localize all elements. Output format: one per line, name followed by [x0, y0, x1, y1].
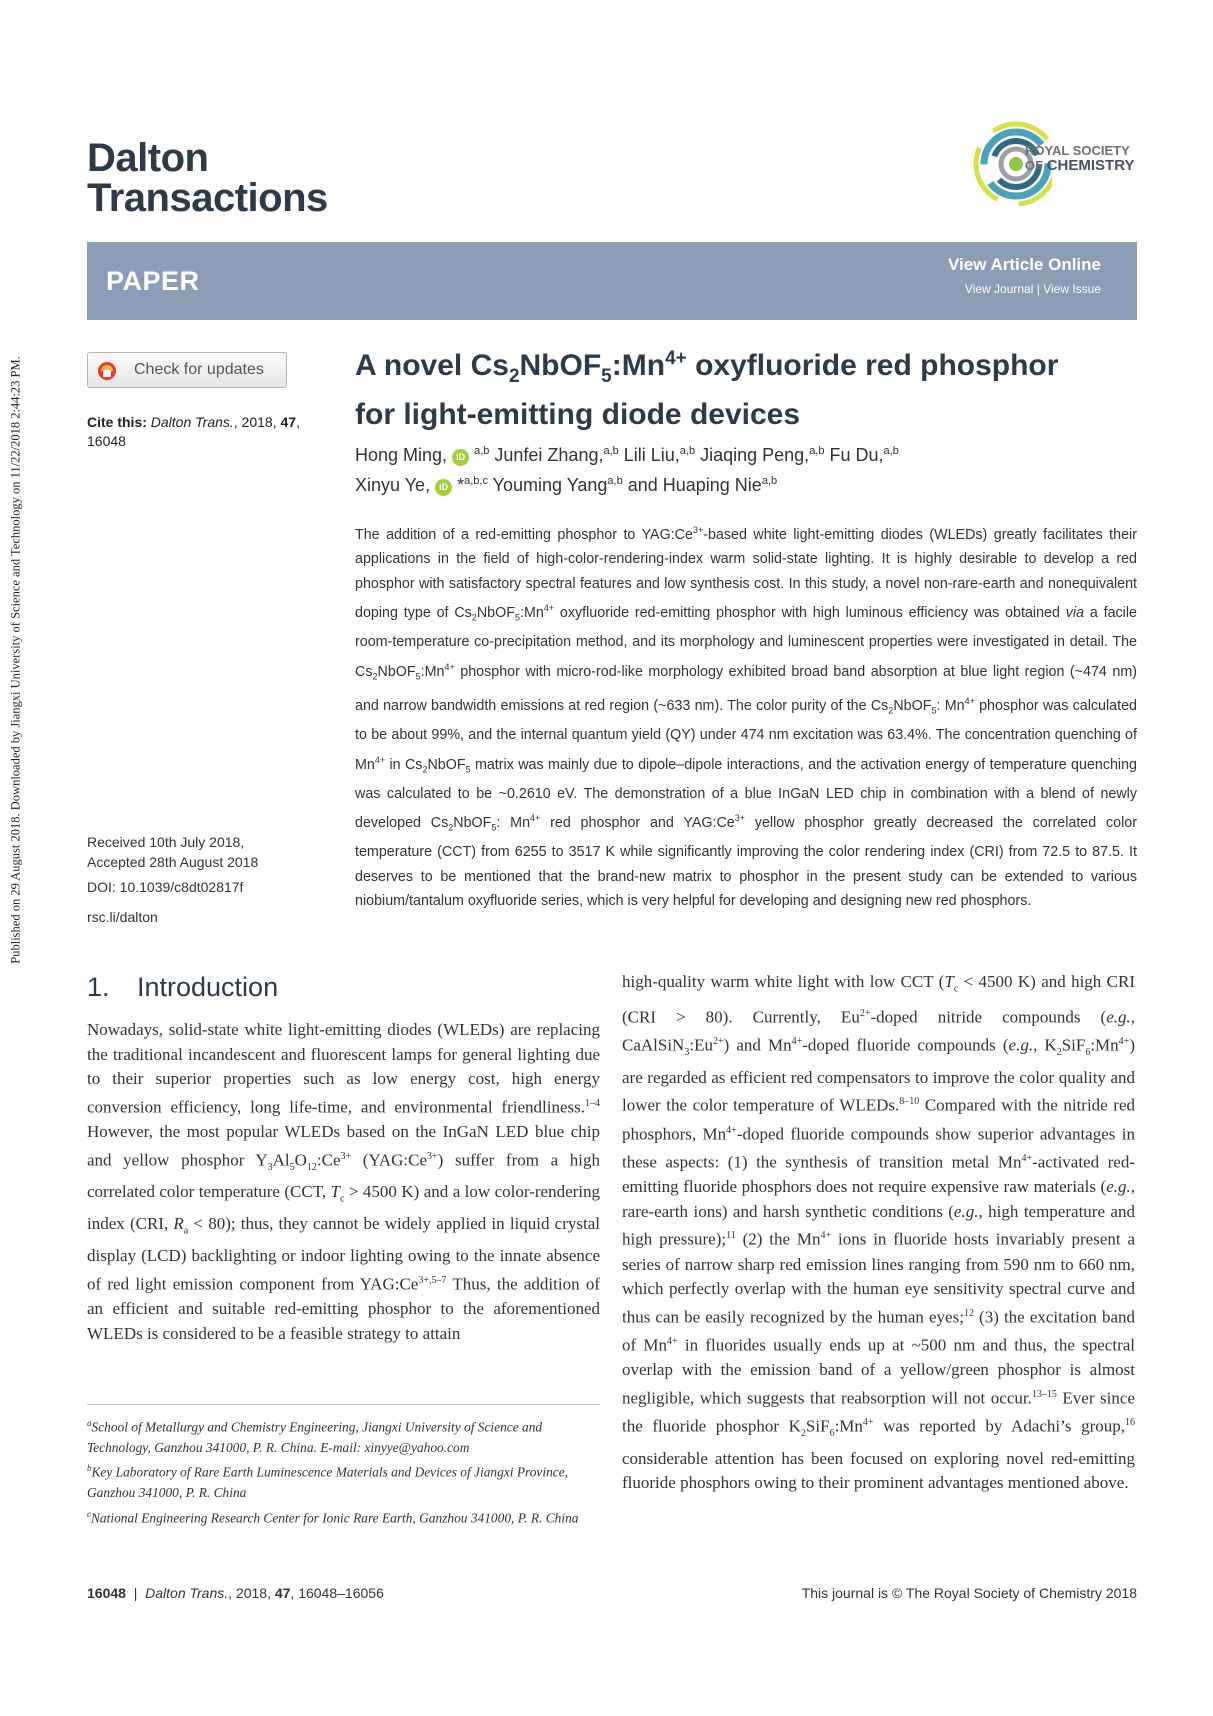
affiliation-a: $^a$School of Metallurgy and Chemistry Engineering, Jiangxi University of Science and Technology, Ganzhou 341000, P. R. China. E-mail: xinyye@yahoo.com — [87, 1418, 543, 1455]
footnote-divider — [87, 1404, 600, 1405]
intro-right-column: high-quality warm white light with low CCT ($T_c < 4500$ K) and high CRI (CRI > 80). Currently, $Eu^{2+}$-doped nitride compounds (e.g., $CaAlSiN_3:Eu^{2+}$) and $Mn^{4+}$-doped fluoride compounds (e.g., $K_2SiF_6:Mn^{4+}$) are regarded as efficient red compensators to improve the color quality and lower the color temperature of WLEDs.$^{8-10}$ Compared with the nitride red phosphors, $Mn^{4+}$-doped fluoride compounds show superior advantages in these aspects: (1) the synthesis of transition metal $Mn^{4+}$-activated red-emitting fluoride phosphors does not require expensive raw materials (e.g., rare-earth ions) and harsh synthetic conditions (e.g., high temperature and high pressure);$^{11}$ (2) the $Mn^{4+}$ ions in fluoride hosts invariably present a series of narrow sharp red emission lines ranging from 590 nm to 660 nm, which perfectly overlap with the human eye sensitivity spectral curve and thus can be easily recognized by the human eyes;$^{12}$ (3) the excitation band of $Mn^{4+}$ in fluorides usually ends up at ~500 nm and thus, the spectral overlap with the emission band of a yellow/green phosphor is almost negligible, which suggests that reabsorption will not occur.$^{13-15}$ Ever since the fluoride phosphor $K_2SiF_6:Mn^{4+}$ was reported by Adachi’s group,$^{16}$ considerable attention has been focused on exploring novel red-emitting fluoride phosphors owing to their prominent advantages mentioned above. — [622, 972, 1136, 1493]
abstract: The addition of a red-emitting phosphor to $YAG:Ce^{3+}$-based white light-emitting diodes (WLEDs) greatly facilitates their applications in the field of high-color-rendering-index warm solid-state lighting. It is highly desirable to develop a red phosphor with satisfactory spectral features and low synthesis cost. In this study, a novel non-rare-earth and nonequivalent doping type of $Cs_2NbOF_5:Mn^{4+}$ oxyfluoride red-emitting phosphor with high luminous efficiency was obtained via a facile room-temperature co-precipitation method, and its morphology and luminescent properties were investigated in detail. The $Cs_2NbOF_5:Mn^{4+}$ phosphor with micro-rod-like morphology exhibited broad band absorption at blue light region (~474 nm) and narrow bandwidth emissions at red region (~633 nm). The color purity of the $Cs_2NbOF_5$: $Mn^{4+}$ phosphor was calculated to be about 99%, and the internal quantum yield (QY) under 474 nm excitation was 63.4%. The concentration quenching of $Mn^{4+}$ in $Cs_2NbOF_5$ matrix was mainly due to dipole–dipole interactions, and the activation energy of temperature quenching was calculated to be ~0.2610 eV. The demonstration of a blue InGaN LED chip in combination with a blend of newly developed $Cs_2NbOF_5$: $Mn^{4+}$ red phosphor and $YAG:Ce^{3+}$ yellow phosphor greatly decreased the correlated color temperature (CCT) from 6255 to 3517 K while significantly improving the color rendering index (CRI) from 72.5 to 87.5. It deserves to be mentioned that the brand-new matrix to phosphor in the present study can be extended to various niobium/tantalum oxyfluoride series, which is very helpful for developing and designing new red phosphors. — [355, 525, 1138, 910]
crossmark-icon — [97, 361, 117, 381]
journal-title: Dalton Transactions — [87, 136, 328, 220]
download-sidebar — [2, 250, 30, 1070]
page-footer-left: 16048 | Dalton Trans., 2018, 47, 16048–16056 — [87, 1585, 384, 1601]
article-type: PAPER — [106, 266, 200, 296]
doi[interactable]: DOI: 10.1039/c8dt02817f — [87, 879, 244, 895]
orcid-icon[interactable]: iD — [435, 479, 452, 496]
affiliation-b: $^b$Key Laboratory of Rare Earth Luminescence Materials and Devices of Jiangxi Province, Ganzhou 341000, P. R. China — [87, 1463, 568, 1501]
affiliations — [87, 1413, 600, 1529]
citation: Cite this: Dalton Trans., 2018, 47, 16048 — [87, 414, 300, 449]
article-title: A novel $Cs_2NbOF_5:Mn^{4+}$ oxyfluoride red phosphor for light-emitting diode devices — [355, 348, 1059, 431]
article-meta — [87, 833, 337, 927]
view-article-online-link[interactable]: View Article Online — [947, 255, 1101, 274]
section-heading: 1. Introduction — [87, 972, 279, 1002]
affiliation-c: $^c$National Engineering Research Center for Ionic Rare Earth, Ganzhou 341000, P. R. China — [87, 1508, 579, 1526]
article-type-banner: PAPER View Article Online View Journal | View Issue — [87, 242, 1137, 320]
orcid-icon[interactable]: iD — [452, 449, 469, 466]
check-for-updates-label: Check for updates — [134, 361, 264, 378]
view-journal-link[interactable]: View Journal — [964, 282, 1034, 296]
intro-left-column: Nowadays, solid-state white light-emitting diodes (WLEDs) are replacing the traditional incandescent and fluorescent lamps for general lighting due to their superior properties such as low energy cost, high energy conversion efficiency, long life-time, and environmental friendliness.$^{1-4}$ However, the most popular WLEDs based on the InGaN LED blue chip and yellow phosphor $Y_3Al_5O_{12}:Ce^{3+}$ $(YAG:Ce^{3+})$ suffer from a high correlated color temperature (CCT, $T_c > 4500$ K) and a low color-rendering index (CRI, $R_a < 80$); thus, they cannot be widely applied in liquid crystal display (LCD) backlighting or indoor lighting owing to the innate absence of red light emission component from $YAG:Ce^{3+,5-7}$ Thus, the addition of an efficient and suitable red-emitting phosphor to the aforementioned WLEDs is considered to be a feasible strategy to attain — [87, 1020, 601, 1343]
rsc-logo-text: ROYAL SOCIETY OF CHEMISTRY — [1025, 143, 1135, 174]
view-issue-link[interactable]: View Issue — [1043, 282, 1101, 296]
accepted-date: Accepted 28th August 2018 — [87, 853, 259, 870]
check-for-updates-button[interactable] — [87, 352, 287, 388]
received-date: Received 10th July 2018, — [87, 834, 245, 850]
author-list: Hong Ming, iD $^{a,b}$ Junfei Zhang,$^{a,b}$ Lili Liu,$^{a,b}$ Jiaqing Peng,$^{a,b}$ Fu Du,$^{a,b}$ Xinyu Ye, iD *$^{a,b,c}$ Youming Yang$^{a,b}$ and Huaping Nie$^{a,b}$ — [355, 445, 899, 495]
page-footer-right: This journal is © The Royal Society of Chemistry 2018 — [801, 1585, 1137, 1601]
journal-url[interactable]: rsc.li/dalton — [87, 908, 158, 925]
download-notice: Published on 29 August 2018. Downloaded by Jiangxi University of Science and Technology on 11/22/2018 2:44:23 PM. — [8, 356, 23, 964]
